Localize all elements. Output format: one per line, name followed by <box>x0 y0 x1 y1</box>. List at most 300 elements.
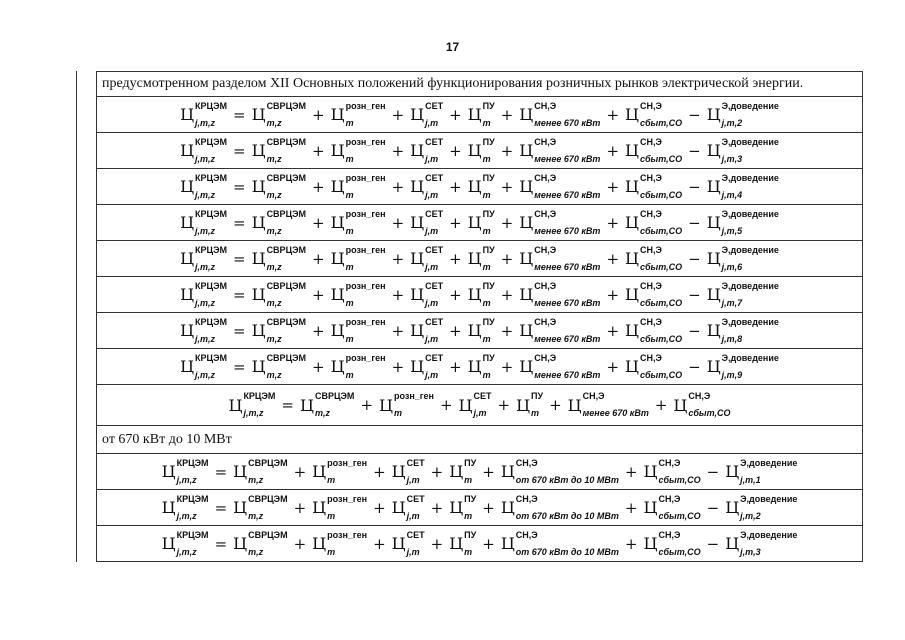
operator-minus: − <box>688 321 701 340</box>
symbol-base: Ц <box>449 462 464 481</box>
superscript: розн_ген <box>345 352 386 363</box>
formula <box>161 457 798 485</box>
symbol-base: Ц <box>180 285 195 304</box>
subscript: сбыт,СО <box>639 189 683 200</box>
superscript: розн_ген <box>327 493 368 504</box>
symbol-base: Ц <box>458 395 473 415</box>
symbol-base: Ц <box>410 249 425 268</box>
term-lhs <box>180 136 228 164</box>
symbol-base: Ц <box>625 249 639 268</box>
superscript: КРЦЭМ <box>195 208 228 219</box>
term-sn-e <box>519 316 601 344</box>
subscript: m,z <box>266 297 282 308</box>
subscript: сбыт,СО <box>639 333 683 344</box>
symbol-base: Ц <box>449 534 464 553</box>
term-svrcem <box>233 457 288 485</box>
operator-plus: + <box>391 177 405 196</box>
symbol-base: Ц <box>467 357 482 376</box>
term-dovedenie <box>706 244 779 272</box>
superscript: КРЦЭМ <box>176 457 209 468</box>
term-lhs <box>180 244 228 272</box>
superscript: КРЦЭМ <box>195 244 228 255</box>
subscript: менее 670 кВт <box>534 297 601 308</box>
operator-minus: − <box>688 177 701 196</box>
superscript: СЕТ <box>425 316 444 327</box>
term-dovedenie <box>725 493 798 521</box>
subscript: j,m <box>425 261 439 272</box>
symbol-base: Ц <box>725 462 740 481</box>
subscript: j,m <box>406 474 420 485</box>
subscript: j,m <box>425 117 439 128</box>
symbol-base: Ц <box>706 285 721 304</box>
symbol-base: Ц <box>228 395 243 415</box>
section-heading-670kw-10mw: от 670 кВт до 10 МВт <box>96 426 863 454</box>
symbol-base: Ц <box>312 498 327 517</box>
operator-plus: + <box>497 396 511 414</box>
subscript: сбыт,СО <box>639 153 683 164</box>
subscript: j,m,7 <box>721 297 743 308</box>
superscript: СН,Э <box>534 316 557 327</box>
symbol-base: Ц <box>330 249 345 268</box>
term-sn-e <box>519 172 601 200</box>
subscript: от 670 кВт до 10 МВт <box>515 546 619 557</box>
superscript: розн_ген <box>345 316 386 327</box>
term-pu <box>467 100 495 128</box>
operator-eq: = <box>233 105 246 124</box>
symbol-base: Ц <box>516 395 531 415</box>
superscript: ПУ <box>482 244 495 255</box>
formula <box>180 100 779 128</box>
term-dovedenie <box>725 529 798 557</box>
operator-minus: − <box>688 105 701 124</box>
superscript: СН,Э <box>534 280 557 291</box>
operator-plus: + <box>606 321 620 340</box>
symbol-base: Ц <box>519 177 534 196</box>
superscript: СН,Э <box>639 172 662 183</box>
formula <box>228 391 731 418</box>
term-set <box>410 280 444 308</box>
term-rozn-gen <box>379 391 434 418</box>
term-dovedenie <box>706 208 779 236</box>
symbol-base: Ц <box>467 213 482 232</box>
superscript: СЕТ <box>473 391 492 401</box>
symbol-base: Ц <box>330 213 345 232</box>
subscript: j,m <box>473 408 487 418</box>
operator-plus: + <box>449 105 462 124</box>
formula-row <box>96 490 863 526</box>
superscript: СВРЦЭМ <box>266 136 307 147</box>
subscript: сбыт,СО <box>639 297 683 308</box>
superscript: Э,доведение <box>740 457 798 468</box>
operator-plus: + <box>439 396 453 414</box>
symbol-base: Ц <box>330 357 345 376</box>
superscript: розн_ген <box>345 100 386 111</box>
superscript: СВРЦЭМ <box>248 493 288 504</box>
superscript: Э,доведение <box>721 352 779 363</box>
term-sbyt-so <box>625 244 683 272</box>
term-svrcem <box>233 493 288 521</box>
superscript: СН,Э <box>688 391 711 401</box>
subscript: j,m,z <box>195 261 216 272</box>
term-dovedenie <box>706 316 779 344</box>
subscript: j,m,4 <box>721 189 743 200</box>
subscript: j,m <box>406 546 420 557</box>
subscript: j,m,z <box>195 189 216 200</box>
symbol-base: Ц <box>706 321 721 340</box>
term-lhs <box>180 100 228 128</box>
operator-plus: + <box>293 498 307 517</box>
term-lhs <box>180 352 228 380</box>
operator-plus: + <box>449 321 462 340</box>
operator-plus: + <box>312 357 325 376</box>
term-rozn-gen <box>330 100 386 128</box>
symbol-base: Ц <box>467 321 482 340</box>
operator-eq: = <box>281 396 294 414</box>
term-set <box>410 316 444 344</box>
symbol-base: Ц <box>161 462 176 481</box>
superscript: СВРЦЭМ <box>248 529 288 540</box>
subscript: менее 670 кВт <box>534 117 601 128</box>
subscript: m,z <box>266 189 282 200</box>
subscript: m <box>345 225 354 236</box>
subscript: j,m,z <box>176 546 197 557</box>
term-dovedenie <box>725 457 798 485</box>
operator-plus: + <box>293 534 307 553</box>
subscript: m <box>345 297 354 308</box>
subscript: менее 670 кВт <box>534 369 601 380</box>
subscript: m <box>345 153 354 164</box>
operator-plus: + <box>500 357 514 376</box>
symbol-base: Ц <box>519 321 534 340</box>
symbol-base: Ц <box>519 357 534 376</box>
symbol-base: Ц <box>625 213 639 232</box>
term-svrcem <box>251 244 307 272</box>
superscript: КРЦЭМ <box>243 391 276 401</box>
section-less-670kw <box>77 97 867 426</box>
subscript: m <box>327 474 336 485</box>
term-rozn-gen <box>330 316 386 344</box>
subscript: j,m,3 <box>740 546 761 557</box>
subscript: m <box>482 333 491 344</box>
formula-row <box>96 169 863 205</box>
term-sbyt-so <box>625 352 683 380</box>
subscript: m <box>345 261 354 272</box>
operator-eq: = <box>233 285 246 304</box>
operator-plus: + <box>482 498 495 517</box>
term-set <box>410 172 444 200</box>
subscript: m,z <box>266 333 282 344</box>
operator-minus: − <box>706 498 720 517</box>
subscript: j,m,2 <box>740 510 761 521</box>
superscript: ПУ <box>482 280 495 291</box>
symbol-base: Ц <box>706 141 721 160</box>
operator-minus: − <box>706 534 720 553</box>
operator-plus: + <box>373 498 386 517</box>
term-rozn-gen <box>330 208 386 236</box>
symbol-base: Ц <box>180 249 195 268</box>
operator-plus: + <box>606 177 620 196</box>
superscript: СН,Э <box>534 136 557 147</box>
symbol-base: Ц <box>251 213 266 232</box>
formula <box>180 136 779 164</box>
subscript: j,m <box>425 297 439 308</box>
formula <box>180 316 779 344</box>
formula <box>180 208 779 236</box>
superscript: СЕТ <box>425 280 444 291</box>
superscript: КРЦЭМ <box>195 352 228 363</box>
subscript: m <box>531 408 540 418</box>
formula-row <box>96 313 863 349</box>
term-sbyt-so <box>643 457 701 485</box>
operator-eq: = <box>233 249 246 268</box>
subscript: m,z <box>266 261 282 272</box>
subscript: m <box>482 153 491 164</box>
symbol-base: Ц <box>625 177 639 196</box>
formula <box>180 352 779 380</box>
superscript: СН,Э <box>515 457 538 468</box>
term-set <box>410 100 444 128</box>
subscript: m <box>464 510 473 521</box>
subscript: m <box>345 117 354 128</box>
superscript: СВРЦЭМ <box>314 391 355 401</box>
formula-row <box>96 454 863 490</box>
symbol-base: Ц <box>706 213 721 232</box>
symbol-base: Ц <box>180 321 195 340</box>
operator-plus: + <box>449 141 462 160</box>
term-sbyt-so <box>625 136 683 164</box>
operator-plus: + <box>360 396 374 414</box>
subscript: m,z <box>248 510 264 521</box>
term-sbyt-so <box>643 529 701 557</box>
symbol-base: Ц <box>449 498 464 517</box>
superscript: розн_ген <box>327 529 368 540</box>
subscript: m,z <box>266 117 282 128</box>
operator-plus: + <box>482 462 495 481</box>
operator-eq: = <box>233 213 246 232</box>
symbol-base: Ц <box>330 285 345 304</box>
term-set <box>391 529 425 557</box>
subscript: m <box>482 225 491 236</box>
superscript: Э,доведение <box>721 280 779 291</box>
symbol-base: Ц <box>161 498 176 517</box>
term-rozn-gen <box>312 529 368 557</box>
symbol-base: Ц <box>180 141 195 160</box>
superscript: розн_ген <box>345 172 386 183</box>
subscript: сбыт,СО <box>639 117 683 128</box>
term-pu <box>449 493 477 521</box>
operator-minus: − <box>688 249 701 268</box>
term-rozn-gen <box>330 244 386 272</box>
term-set <box>410 352 444 380</box>
symbol-base: Ц <box>519 213 534 232</box>
subscript: m,z <box>314 408 330 418</box>
superscript: СН,Э <box>639 244 662 255</box>
term-sn-e <box>519 244 601 272</box>
subscript: менее 670 кВт <box>534 225 601 236</box>
term-svrcem <box>251 280 307 308</box>
symbol-base: Ц <box>519 249 534 268</box>
symbol-base: Ц <box>312 534 327 553</box>
term-pu <box>467 280 495 308</box>
subscript: сбыт,СО <box>658 510 701 521</box>
subscript: сбыт,СО <box>639 369 683 380</box>
term-sn-e <box>519 280 601 308</box>
superscript: Э,доведение <box>721 244 779 255</box>
term-set <box>458 391 492 418</box>
operator-plus: + <box>312 177 325 196</box>
superscript: Э,доведение <box>740 529 798 540</box>
subscript: j,m,z <box>195 369 216 380</box>
symbol-base: Ц <box>567 395 582 415</box>
operator-plus: + <box>312 105 325 124</box>
superscript: Э,доведение <box>740 493 798 504</box>
symbol-base: Ц <box>180 357 195 376</box>
term-svrcem <box>300 391 355 418</box>
operator-minus: − <box>706 462 720 481</box>
superscript: ПУ <box>464 493 477 504</box>
term-dovedenie <box>706 100 779 128</box>
subscript: j,m,1 <box>740 474 761 485</box>
formula-row <box>96 526 863 562</box>
symbol-base: Ц <box>251 285 266 304</box>
term-sn-e <box>519 352 601 380</box>
operator-plus: + <box>549 396 562 414</box>
operator-eq: = <box>233 357 246 376</box>
symbol-base: Ц <box>706 177 721 196</box>
operator-plus: + <box>391 285 405 304</box>
superscript: СВРЦЭМ <box>266 280 307 291</box>
superscript: СВРЦЭМ <box>266 316 307 327</box>
subscript: j,m,z <box>195 153 216 164</box>
superscript: СВРЦЭМ <box>266 172 307 183</box>
subscript: m <box>482 297 491 308</box>
symbol-base: Ц <box>180 177 195 196</box>
operator-plus: + <box>373 534 386 553</box>
operator-plus: + <box>500 321 514 340</box>
term-pu <box>467 352 495 380</box>
symbol-base: Ц <box>519 105 534 124</box>
intro-text-row <box>96 71 863 97</box>
subscript: m <box>482 369 491 380</box>
subscript: m <box>464 546 473 557</box>
superscript: СН,Э <box>534 244 557 255</box>
term-lhs <box>228 391 276 418</box>
operator-minus: − <box>688 213 701 232</box>
symbol-base: Ц <box>312 462 327 481</box>
term-svrcem <box>251 100 307 128</box>
superscript: СН,Э <box>534 352 557 363</box>
term-sbyt-so <box>673 391 731 418</box>
page-number: 17 <box>445 40 460 54</box>
operator-plus: + <box>606 141 620 160</box>
symbol-base: Ц <box>180 213 195 232</box>
term-sn-e <box>500 493 619 521</box>
subscript: j,m,z <box>195 297 216 308</box>
term-sbyt-so <box>625 316 683 344</box>
subscript: j,m <box>425 369 439 380</box>
superscript: Э,доведение <box>721 100 779 111</box>
subscript: m,z <box>266 153 282 164</box>
symbol-base: Ц <box>725 534 740 553</box>
term-sn-e <box>519 136 601 164</box>
term-sn-e <box>500 529 619 557</box>
subscript: сбыт,СО <box>639 225 683 236</box>
operator-plus: + <box>606 357 620 376</box>
superscript: СН,Э <box>639 316 662 327</box>
operator-plus: + <box>391 141 405 160</box>
symbol-base: Ц <box>180 105 195 124</box>
symbol-base: Ц <box>410 177 425 196</box>
subscript: j,m,6 <box>721 261 743 272</box>
term-lhs <box>180 280 228 308</box>
term-sbyt-so <box>625 208 683 236</box>
term-pu <box>449 457 477 485</box>
term-set <box>391 457 425 485</box>
superscript: ПУ <box>482 172 495 183</box>
superscript: СН,Э <box>639 208 662 219</box>
superscript: СН,Э <box>639 100 662 111</box>
superscript: СЕТ <box>406 457 425 468</box>
superscript: ПУ <box>531 391 544 401</box>
subscript: m <box>345 369 354 380</box>
superscript: КРЦЭМ <box>195 280 228 291</box>
superscript: СН,Э <box>534 100 557 111</box>
term-dovedenie <box>706 172 779 200</box>
term-svrcem <box>251 316 307 344</box>
superscript: СН,Э <box>582 391 605 401</box>
symbol-base: Ц <box>500 498 515 517</box>
operator-plus: + <box>500 177 514 196</box>
term-sn-e <box>500 457 619 485</box>
formula <box>180 244 779 272</box>
operator-minus: − <box>688 141 701 160</box>
symbol-base: Ц <box>625 321 639 340</box>
symbol-base: Ц <box>410 321 425 340</box>
operator-plus: + <box>373 462 386 481</box>
superscript: СН,Э <box>639 352 662 363</box>
operator-plus: + <box>449 249 462 268</box>
operator-plus: + <box>500 141 514 160</box>
superscript: СЕТ <box>425 172 444 183</box>
superscript: СН,Э <box>639 280 662 291</box>
term-sbyt-so <box>625 280 683 308</box>
superscript: СН,Э <box>515 529 538 540</box>
symbol-base: Ц <box>706 105 721 124</box>
subscript: j,m,z <box>176 510 197 521</box>
superscript: СЕТ <box>425 136 444 147</box>
term-svrcem <box>251 352 307 380</box>
operator-plus: + <box>624 462 638 481</box>
term-lhs <box>180 316 228 344</box>
superscript: ПУ <box>482 352 495 363</box>
subscript: сбыт,СО <box>658 546 701 557</box>
term-sbyt-so <box>625 172 683 200</box>
superscript: СН,Э <box>658 529 681 540</box>
formula <box>180 172 779 200</box>
subscript: m,z <box>248 546 264 557</box>
operator-minus: − <box>688 285 701 304</box>
operator-plus: + <box>391 321 405 340</box>
symbol-base: Ц <box>233 534 248 553</box>
superscript: СВРЦЭМ <box>266 352 307 363</box>
operator-plus: + <box>606 213 620 232</box>
term-svrcem <box>233 529 288 557</box>
term-lhs <box>180 172 228 200</box>
formula <box>161 529 798 557</box>
symbol-base: Ц <box>643 462 658 481</box>
subscript: менее 670 кВт <box>582 408 649 418</box>
superscript: КРЦЭМ <box>176 493 209 504</box>
